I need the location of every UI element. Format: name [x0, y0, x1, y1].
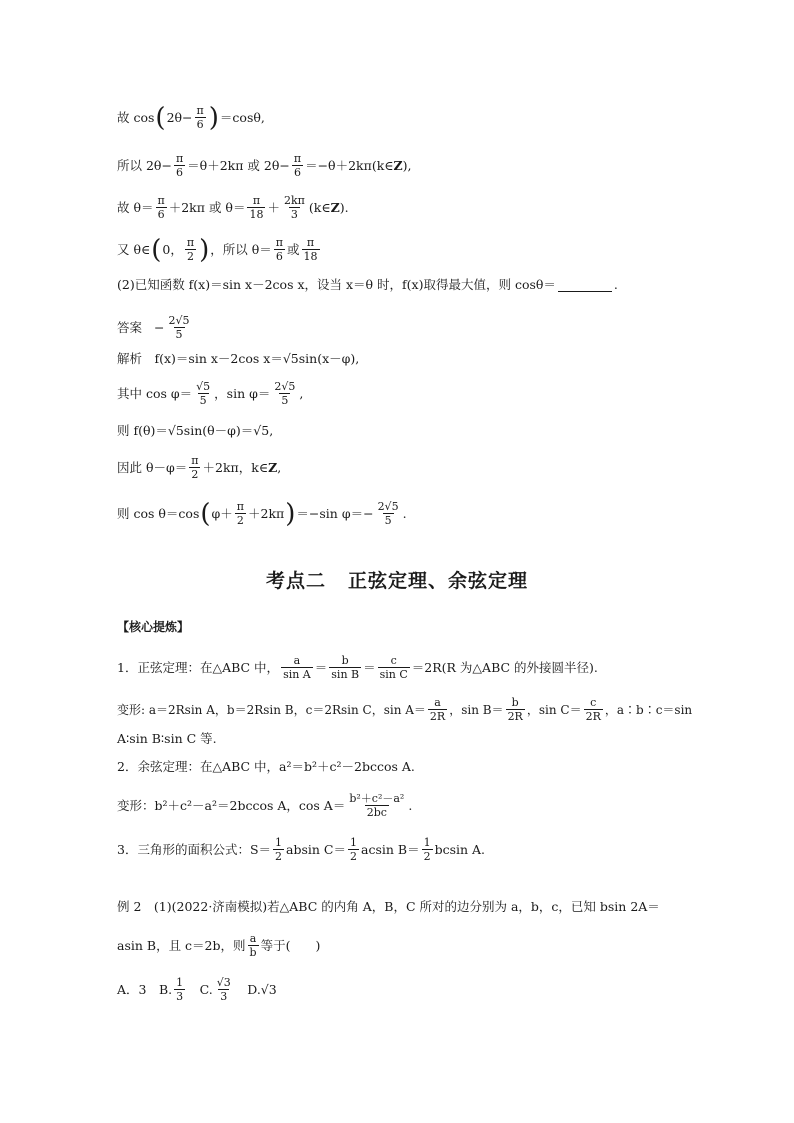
answer-blank — [558, 279, 612, 292]
numerator: a — [249, 932, 257, 945]
denominator: 18 — [303, 250, 318, 263]
text: 则 cos θ＝cos — [117, 505, 200, 521]
right-paren: ) — [208, 102, 219, 133]
denominator: 2 — [186, 250, 194, 263]
denominator: 2R — [429, 710, 446, 723]
denominator: 18 — [249, 208, 264, 221]
fraction — [422, 836, 433, 863]
text: A∶sin B∶sin C 等. — [117, 731, 217, 746]
solution-line-2 — [117, 152, 412, 179]
fraction — [282, 194, 307, 221]
heading-title: 正弦定理、余弦定理 — [348, 570, 529, 592]
denominator: 6 — [176, 166, 184, 179]
fraction — [272, 380, 297, 407]
text: . — [408, 797, 413, 813]
denominator: 3 — [290, 208, 298, 221]
numerator: 2kπ — [283, 194, 305, 207]
text: φ＋ — [211, 505, 233, 521]
integer-set: Z — [393, 157, 403, 173]
analysis-line-2 — [117, 380, 303, 407]
text: 2θ− — [166, 109, 193, 125]
text: ), — [402, 157, 412, 173]
option-a-b: A．3 B. — [117, 981, 173, 997]
core-title — [117, 618, 189, 636]
option-c: C. — [187, 981, 213, 997]
fraction — [194, 380, 212, 407]
numerator: 1 — [275, 836, 283, 849]
left-paren: ( — [151, 234, 162, 265]
numerator: b²＋c²－a² — [349, 792, 405, 805]
fraction — [348, 836, 359, 863]
text: 其中 cos φ＝ — [117, 385, 193, 401]
answer-line — [117, 314, 194, 341]
fraction — [174, 976, 185, 1003]
text: . — [613, 277, 618, 292]
text: 则 f(θ)＝√5sin(θ－φ)＝√5, — [117, 423, 274, 438]
text: ，所以 θ＝ — [210, 241, 272, 257]
solution-line-3 — [117, 194, 349, 221]
core-item-2-variant — [117, 792, 412, 819]
text: 0， — [162, 241, 183, 257]
fraction — [195, 104, 206, 131]
numerator: 2√5 — [377, 500, 399, 513]
fraction — [281, 654, 313, 681]
text: 因此 θ－φ＝ — [117, 459, 188, 475]
numerator: π — [196, 104, 204, 117]
denominator: 2R — [585, 710, 601, 723]
fraction — [584, 696, 603, 723]
core-item-1 — [117, 654, 598, 681]
text: ，a∶b∶c＝sin — [604, 702, 693, 717]
text: ，sin B＝ — [449, 702, 504, 717]
left-paren: ( — [200, 498, 211, 529]
text: , — [299, 385, 304, 401]
fraction — [185, 236, 196, 263]
heading-number: 考点二 — [265, 570, 326, 592]
denominator: 2 — [191, 468, 199, 481]
text: , — [277, 459, 282, 475]
denominator: 5 — [199, 394, 207, 407]
text: absin C＝ — [286, 841, 346, 857]
text: 例 2 (1)(2022·济南模拟)若△ABC 的内角 A，B，C 所对的边分别为 a，b，c，已知 bsin 2A＝ — [117, 899, 660, 914]
text: acsin B＝ — [361, 841, 420, 857]
text: ，sin C＝ — [526, 702, 582, 717]
text: 变形: a＝2Rsin A，b＝2Rsin B，c＝2Rsin C，sin A＝ — [117, 702, 426, 717]
fraction — [235, 500, 246, 527]
text: 变形：b²＋c²－a²＝2bccos A，cos A＝ — [117, 797, 346, 813]
answer-label: 答案 — [117, 319, 143, 335]
text: 或 — [287, 241, 300, 257]
text: − — [154, 319, 165, 335]
denominator: 2bc — [366, 806, 387, 819]
denominator: 3 — [176, 990, 184, 1003]
numerator: π — [306, 236, 315, 249]
fraction — [189, 454, 200, 481]
text: ＝2R(R 为△ABC 的外接圆半径). — [411, 659, 598, 675]
text: 1．正弦定理：在△ABC 中， — [117, 659, 280, 675]
numerator: √3 — [216, 976, 231, 989]
text: 解析 f(x)＝sin x－2cos x＝√5sin(x－φ), — [117, 351, 360, 366]
text: 所以 2θ− — [117, 157, 172, 173]
numerator: π — [293, 152, 302, 165]
numerator: π — [157, 194, 165, 207]
denominator: 2 — [275, 850, 283, 863]
text: ＋2kπ 或 θ＝ — [168, 199, 246, 215]
fraction — [302, 236, 320, 263]
example-line-1 — [117, 898, 660, 916]
text: (k∈ — [308, 199, 331, 215]
core-title-text: 【核心提炼】 — [117, 620, 190, 634]
fraction — [274, 236, 285, 263]
fraction — [215, 976, 233, 1003]
fraction — [347, 792, 406, 819]
text: 故 cos — [117, 109, 155, 125]
denominator: 3 — [220, 990, 228, 1003]
denominator: 6 — [293, 166, 301, 179]
fraction — [329, 654, 361, 681]
fraction — [506, 696, 525, 723]
question-text: (2)已知函数 f(x)＝sin x－2cos x，设当 x＝θ 时，f(x)取得最大值，则 cosθ＝ — [117, 277, 556, 292]
text: 2．余弦定理：在△ABC 中，a²＝b²＋c²－2bccos A. — [117, 759, 415, 774]
text: asin B，且 c＝2b，则 — [117, 937, 246, 953]
section-heading — [0, 566, 794, 593]
analysis-line-5 — [117, 500, 407, 527]
denominator: sin B — [331, 668, 360, 681]
denominator: 6 — [157, 208, 165, 221]
denominator: sin A — [283, 668, 311, 681]
denominator: 6 — [275, 250, 283, 263]
text: bcsin A. — [434, 841, 486, 857]
numerator: b — [341, 654, 349, 667]
numerator: π — [175, 152, 184, 165]
denominator: 5 — [175, 328, 183, 341]
analysis-line-1 — [117, 350, 359, 368]
numerator: 2√5 — [168, 314, 190, 327]
left-paren: ( — [155, 102, 166, 133]
fraction — [292, 152, 303, 179]
example-options — [117, 976, 277, 1003]
analysis-line-4 — [117, 454, 281, 481]
fraction — [376, 500, 401, 527]
denominator: 6 — [196, 118, 204, 131]
text: ＝−sin φ＝− — [296, 505, 374, 521]
numerator: π — [186, 236, 195, 249]
core-item-1-variant — [117, 696, 692, 723]
text: 故 θ＝ — [117, 199, 154, 215]
denominator: 5 — [384, 514, 392, 527]
core-item-2 — [117, 758, 415, 776]
text: ＝cosθ, — [219, 109, 265, 125]
numerator: 1 — [350, 836, 357, 849]
text: ＝θ＋2kπ 或 2θ− — [187, 157, 290, 173]
fraction — [428, 696, 447, 723]
denominator: sin C — [379, 668, 408, 681]
numerator: a — [293, 654, 301, 667]
fraction — [378, 654, 410, 681]
numerator: π — [275, 236, 283, 249]
question-2-line — [117, 276, 618, 294]
option-d: D.√3 — [234, 981, 277, 997]
text: ＝ — [363, 659, 376, 675]
fraction — [247, 194, 265, 221]
solution-line-4 — [117, 236, 322, 263]
numerator: b — [511, 696, 519, 709]
denominator: 2R — [507, 710, 523, 723]
text: ＋2kπ，k∈ — [202, 459, 269, 475]
core-item-3 — [117, 836, 485, 863]
right-paren: ) — [199, 234, 210, 265]
text: ＝−θ＋2kπ(k∈ — [305, 157, 394, 173]
numerator: c — [390, 654, 397, 667]
numerator: π — [191, 454, 199, 467]
denominator: 2 — [236, 514, 244, 527]
fraction — [174, 152, 185, 179]
numerator: π — [236, 500, 245, 513]
numerator: a — [434, 696, 441, 709]
core-item-1-variant-cont — [117, 730, 217, 748]
text: ，sin φ＝ — [214, 385, 271, 401]
example-line-2 — [117, 932, 320, 959]
denominator: 5 — [281, 394, 289, 407]
denominator: b — [249, 946, 257, 959]
denominator: 2 — [350, 850, 357, 863]
fraction — [248, 932, 259, 959]
numerator: √5 — [196, 380, 211, 393]
integer-set: Z — [330, 199, 340, 215]
numerator: 1 — [423, 836, 431, 849]
numerator: c — [590, 696, 597, 709]
text: ). — [339, 199, 349, 215]
text: ＝ — [314, 659, 328, 675]
fraction — [167, 314, 192, 341]
text: 又 θ∈ — [117, 241, 151, 257]
numerator: 1 — [176, 976, 184, 989]
text: 3．三角形的面积公式：S＝ — [117, 841, 272, 857]
integer-set: Z — [268, 459, 278, 475]
fraction — [156, 194, 167, 221]
denominator: 2 — [423, 850, 431, 863]
numerator: π — [252, 194, 261, 207]
text: 等于( ) — [260, 937, 321, 953]
text: . — [402, 505, 407, 521]
solution-line-1 — [117, 104, 265, 131]
fraction — [273, 836, 284, 863]
text: ＋2kπ — [248, 505, 285, 521]
analysis-line-3 — [117, 422, 273, 440]
numerator: 2√5 — [274, 380, 296, 393]
text: ＋ — [267, 199, 280, 215]
right-paren: ) — [285, 498, 296, 529]
